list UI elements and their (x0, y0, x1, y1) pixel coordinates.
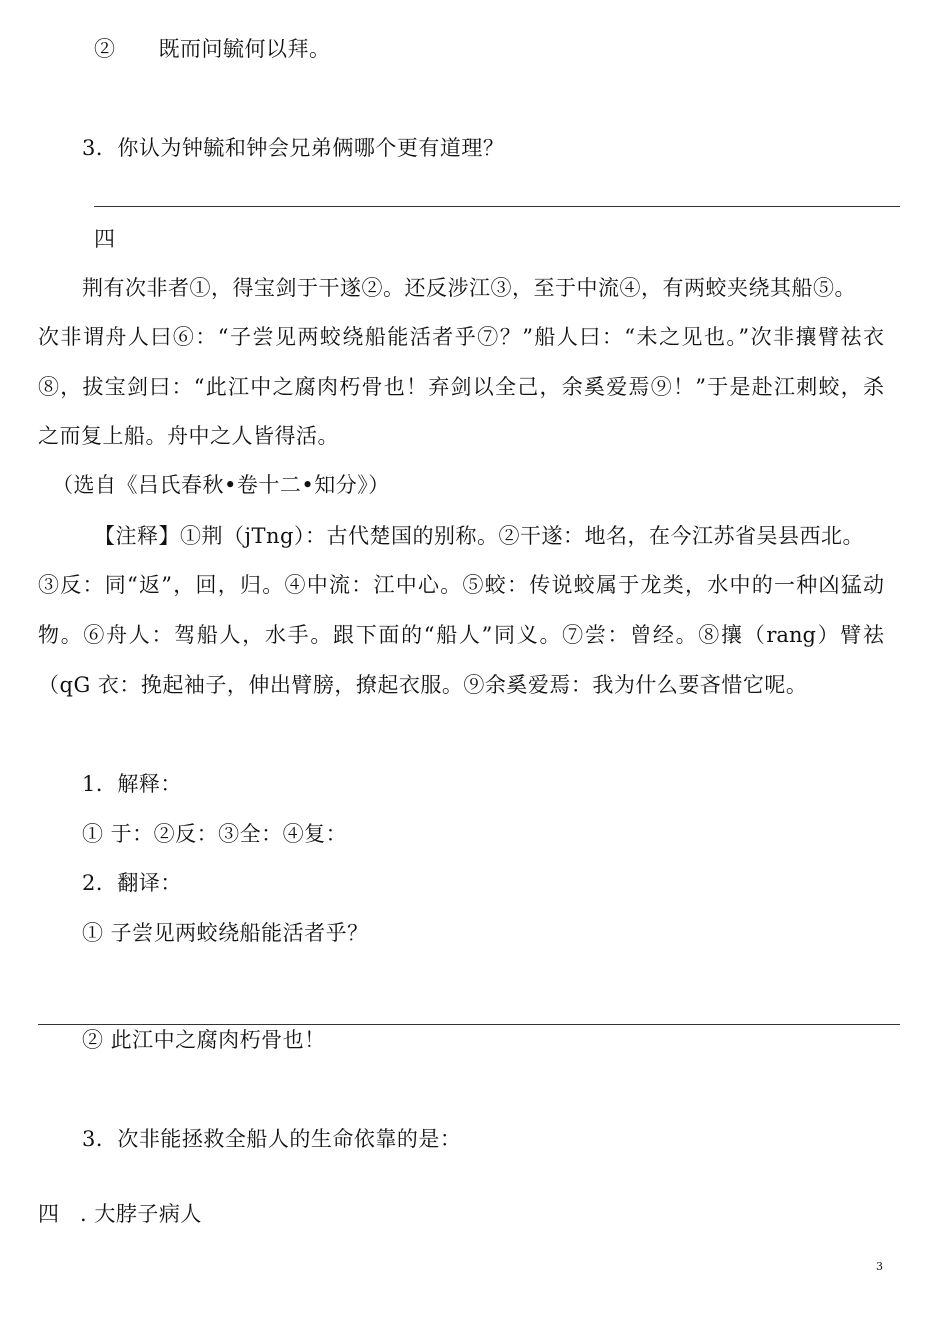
notes-line-3: 物。⑥舟人：驾船人，水手。跟下面的“船人”同义。⑦尝：曾经。⑧攘（rang）臂祛 (38, 623, 884, 647)
passage-line-3: ⑧，拔宝剑曰：“此江中之腐肉朽骨也！弃剑以全己，余奚爱焉⑨！”于是赴江刺蛟，杀 (38, 375, 884, 399)
notes-line-4: （qG 衣：挽起袖子，伸出臂膀，撩起衣服。⑨余奚爱焉：我为什么要吝惜它呢。 (38, 673, 808, 697)
question-3: 3．你认为钟毓和钟会兄弟俩哪个更有道理？ (82, 136, 505, 160)
question-2-item-1: ① 子尝见两蛟绕船能活者乎？ (82, 921, 369, 945)
question-2-item-2: ② 此江中之腐肉朽骨也！ (82, 1028, 326, 1052)
section-heading: 四 (94, 227, 116, 251)
question-3: 3．次非能拯救全船人的生命依靠的是： (82, 1127, 462, 1151)
passage-line-1: 荆有次非者①，得宝剑于干遂②。还反涉江③，至于中流④，有两蛟夹绕其船⑤。 (82, 276, 856, 300)
page-number: 3 (876, 1260, 883, 1273)
passage-line-4: 之而复上船。舟中之人皆得活。 (38, 424, 339, 448)
answer-line (94, 206, 900, 207)
question-1: 1．解释： (82, 772, 182, 796)
notes-line-2: ③反：同“返”，回，归。④中流：江中心。⑤蛟：传说蛟属于龙类，水中的一种凶猛动 (38, 573, 884, 597)
next-section-number: 四 (38, 1202, 60, 1226)
question-2: 2．翻译： (82, 871, 182, 895)
notes-line-1: 【注释】①荆（jTng）：古代楚国的别称。②干遂：地名，在今江苏省吴县西北。 (94, 524, 864, 548)
next-section-title: . 大脖子病人 (80, 1202, 202, 1226)
answer-line (38, 1024, 900, 1025)
question-1-items: ① 于：②反：③全：④复： (82, 822, 348, 846)
passage-line-2: 次非谓舟人曰⑥：“子尝见两蛟绕船能活者乎⑦？”船人曰：“未之见也。”次非攘臂祛衣 (38, 325, 884, 349)
passage-source: （选自《吕氏春秋•卷十二•知分》） (52, 473, 390, 497)
question-item-2: ② 既而问毓何以拜。 (94, 37, 331, 61)
